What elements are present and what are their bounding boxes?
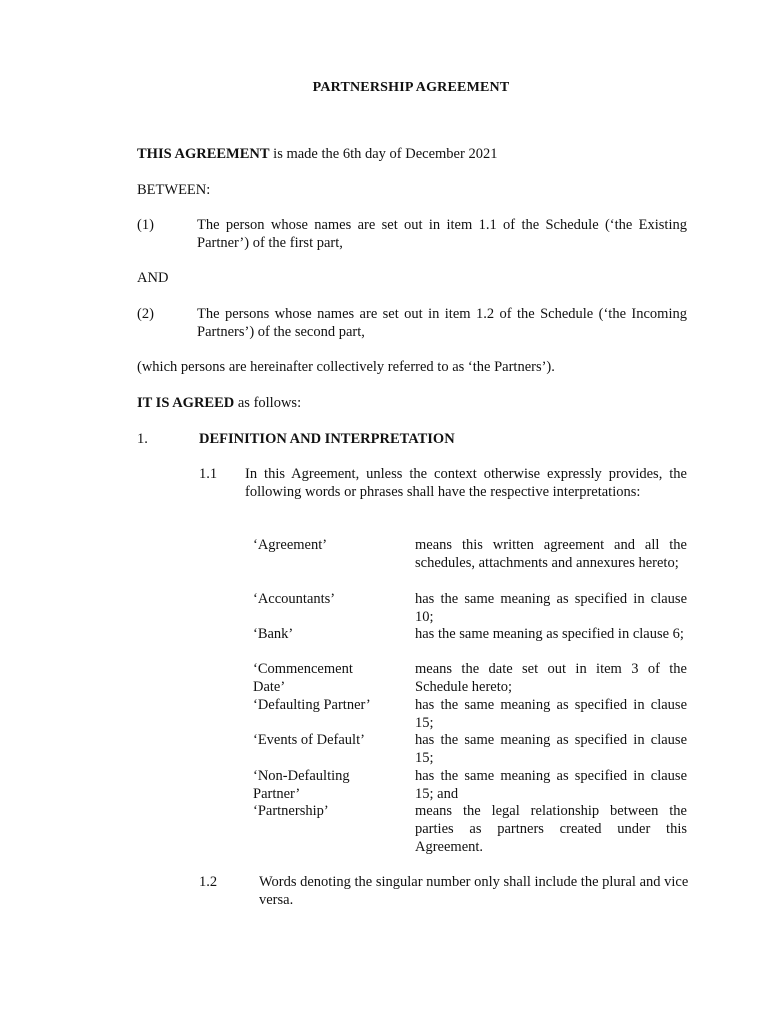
definition-meaning: means the legal relationship between the parties as partners created under this Agreement.: [415, 803, 687, 855]
clause-1-2-text: Words denoting the singular number only shall include the plural and vice versa.: [259, 874, 689, 908]
definition-meaning: has the same meaning as specified in clause 15;: [415, 732, 687, 766]
party-1-number: (1): [137, 217, 154, 233]
agreed-text: as follows:: [234, 395, 302, 411]
definition-term: ‘Events of Default’: [253, 732, 365, 748]
intro-bold: THIS AGREEMENT: [137, 146, 270, 162]
definition-term: ‘Commencement Date’: [253, 661, 353, 695]
and-label: AND: [137, 270, 169, 286]
section-1-heading: DEFINITION AND INTERPRETATION: [199, 431, 455, 447]
definition-meaning: means this written agreement and all the schedules, attachments and annexures hereto;: [415, 537, 687, 571]
party-2-text: The persons whose names are set out in item 1.2 of the Schedule (‘the Incoming Partners’) of the second part,: [197, 306, 687, 340]
clause-1-1-text: In this Agreement, unless the context otherwise expressly provides, the following words or phrases shall have the respective interpretations:: [245, 466, 687, 500]
definition-term: ‘Non-Defaulting Partner’: [253, 768, 350, 802]
party-2-number: (2): [137, 306, 154, 322]
collective-reference: (which persons are hereinafter collectively referred to as ‘the Partners’).: [137, 359, 555, 375]
agreed-line: [137, 394, 301, 412]
definition-meaning: has the same meaning as specified in clause 15; and: [415, 768, 687, 802]
definition-term: ‘Partnership’: [253, 803, 329, 819]
definition-term: ‘Defaulting Partner’: [253, 697, 371, 713]
definition-term: ‘Agreement’: [253, 537, 328, 553]
definition-meaning: means the date set out in item 3 of the Schedule hereto;: [415, 661, 687, 695]
clause-1-2-number: 1.2: [199, 874, 218, 890]
section-1-number: 1.: [137, 431, 148, 447]
agreed-bold: IT IS AGREED: [137, 395, 235, 411]
clause-1-1-number: 1.1: [199, 466, 218, 482]
definition-meaning: has the same meaning as specified in clause 10;: [415, 591, 687, 625]
intro-text: is made the 6th day of December 2021: [269, 146, 498, 162]
definition-meaning: has the same meaning as specified in clause 15;: [415, 697, 687, 731]
party-1-text: The person whose names are set out in item 1.1 of the Schedule (‘the Existing Partner’) of the first part,: [197, 217, 687, 251]
document-title: PARTNERSHIP AGREEMENT: [312, 80, 510, 95]
definition-term: ‘Bank’: [253, 626, 294, 642]
definition-meaning: has the same meaning as specified in clause 6;: [415, 626, 684, 642]
agreement-intro: [137, 145, 497, 163]
between-label: BETWEEN:: [137, 182, 211, 198]
definition-term: ‘Accountants’: [253, 591, 336, 607]
